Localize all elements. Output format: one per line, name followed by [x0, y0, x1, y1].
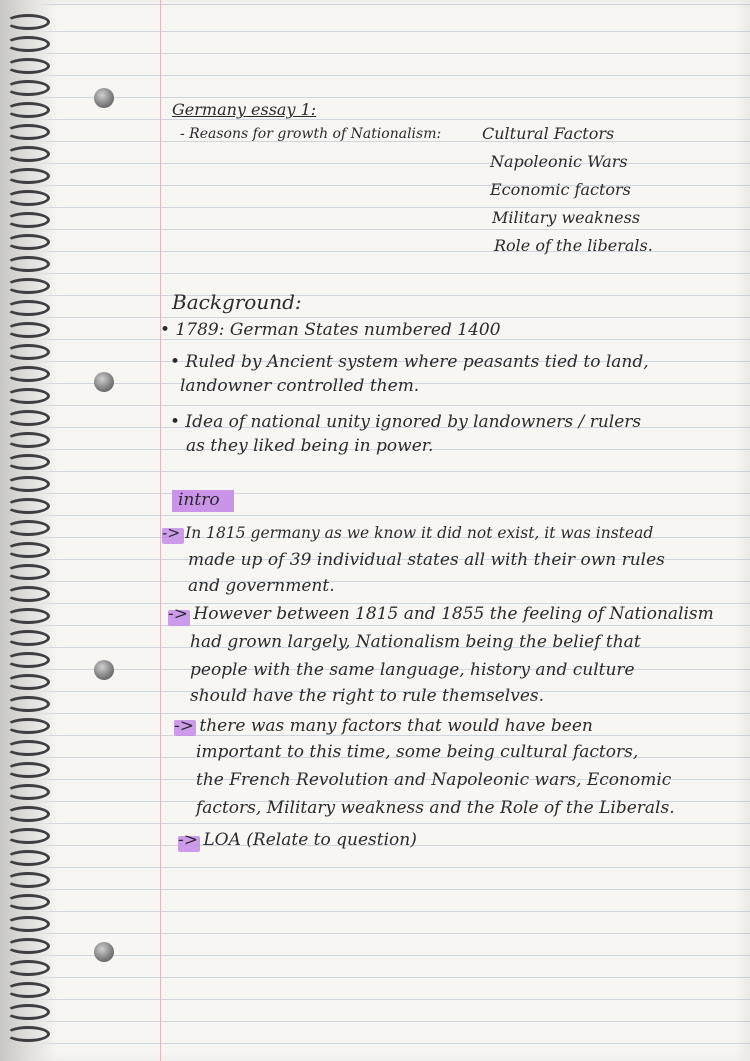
intro-line: important to this time, some being cultural factors,	[196, 742, 639, 762]
spiral-coil	[6, 674, 50, 690]
spiral-coil	[6, 916, 50, 932]
spiral-coil	[6, 278, 50, 294]
spiral-coil	[6, 938, 50, 954]
spiral-coil	[6, 432, 50, 448]
intro-line: people with the same language, history and culture	[190, 660, 635, 680]
spiral-coil	[6, 168, 50, 184]
punch-hole	[94, 88, 114, 108]
spiral-coil	[6, 718, 50, 734]
spiral-coil	[6, 762, 50, 778]
intro-line: -> In 1815 germany as we know it did not exist, it was instead	[162, 524, 654, 542]
intro-line: had grown largely, Nationalism being the belief that	[190, 632, 641, 652]
spiral-coil	[6, 366, 50, 382]
spiral-coil	[6, 212, 50, 228]
spiral-coil	[6, 564, 50, 580]
reasons-label: - Reasons for growth of Nationalism:	[180, 126, 442, 142]
spiral-coil	[6, 806, 50, 822]
spiral-coil	[6, 102, 50, 118]
spiral-coil	[6, 652, 50, 668]
background-line: landowner controlled them.	[180, 376, 420, 396]
reason-item: Economic factors	[490, 180, 631, 199]
spiral-coil	[6, 586, 50, 602]
intro-line: and government.	[188, 576, 335, 596]
spiral-coil	[6, 630, 50, 646]
spiral-coil	[6, 58, 50, 74]
punch-hole	[94, 942, 114, 962]
intro-line: -> However between 1815 and 1855 the feeling of Nationalism	[168, 604, 714, 624]
spiral-coil	[6, 982, 50, 998]
punch-hole	[94, 660, 114, 680]
spiral-coil	[6, 388, 50, 404]
spiral-coil	[6, 828, 50, 844]
spiral-coil	[6, 850, 50, 866]
reason-item: Role of the liberals.	[494, 236, 653, 255]
intro-line: made up of 39 individual states all with their own rules	[188, 550, 665, 570]
spiral-coil	[6, 36, 50, 52]
spiral-coil	[6, 410, 50, 426]
background-line: as they liked being in power.	[186, 436, 434, 456]
spiral-coil	[6, 960, 50, 976]
reason-item: Cultural Factors	[482, 124, 615, 143]
background-heading: Background:	[172, 290, 302, 314]
reason-item: Military weakness	[492, 208, 641, 227]
intro-line: factors, Military weakness and the Role of the Liberals.	[196, 798, 675, 818]
spiral-binding	[0, 0, 58, 1061]
margin-line	[160, 0, 161, 1061]
spiral-coil	[6, 784, 50, 800]
spiral-coil	[6, 190, 50, 206]
spiral-coil	[6, 234, 50, 250]
spiral-coil	[6, 740, 50, 756]
background-line: • 1789: German States numbered 1400	[160, 320, 501, 340]
spiral-coil	[6, 454, 50, 470]
spiral-coil	[6, 146, 50, 162]
spiral-coil	[6, 256, 50, 272]
intro-line: the French Revolution and Napoleonic wars, Economic	[196, 770, 672, 790]
spiral-coil	[6, 1026, 50, 1042]
essay-title: Germany essay 1:	[172, 100, 317, 119]
spiral-coil	[6, 344, 50, 360]
spiral-coil	[6, 1004, 50, 1020]
punch-hole	[94, 372, 114, 392]
spiral-coil	[6, 872, 50, 888]
intro-line: should have the right to rule themselves.	[190, 686, 545, 706]
spiral-coil	[6, 300, 50, 316]
intro-line: -> there was many factors that would have been	[174, 716, 593, 736]
intro-line: -> LOA (Relate to question)	[178, 830, 417, 850]
spiral-coil	[6, 14, 50, 30]
spiral-coil	[6, 520, 50, 536]
spiral-coil	[6, 894, 50, 910]
spiral-coil	[6, 608, 50, 624]
reason-item: Napoleonic Wars	[490, 152, 628, 171]
spiral-coil	[6, 322, 50, 338]
background-line: • Idea of national unity ignored by landowners / rulers	[170, 412, 642, 432]
background-line: • Ruled by Ancient system where peasants tied to land,	[170, 352, 649, 372]
spiral-coil	[6, 498, 50, 514]
spiral-coil	[6, 124, 50, 140]
spiral-coil	[6, 696, 50, 712]
intro-heading: intro	[178, 490, 220, 510]
spiral-coil	[6, 80, 50, 96]
spiral-coil	[6, 476, 50, 492]
spiral-coil	[6, 542, 50, 558]
